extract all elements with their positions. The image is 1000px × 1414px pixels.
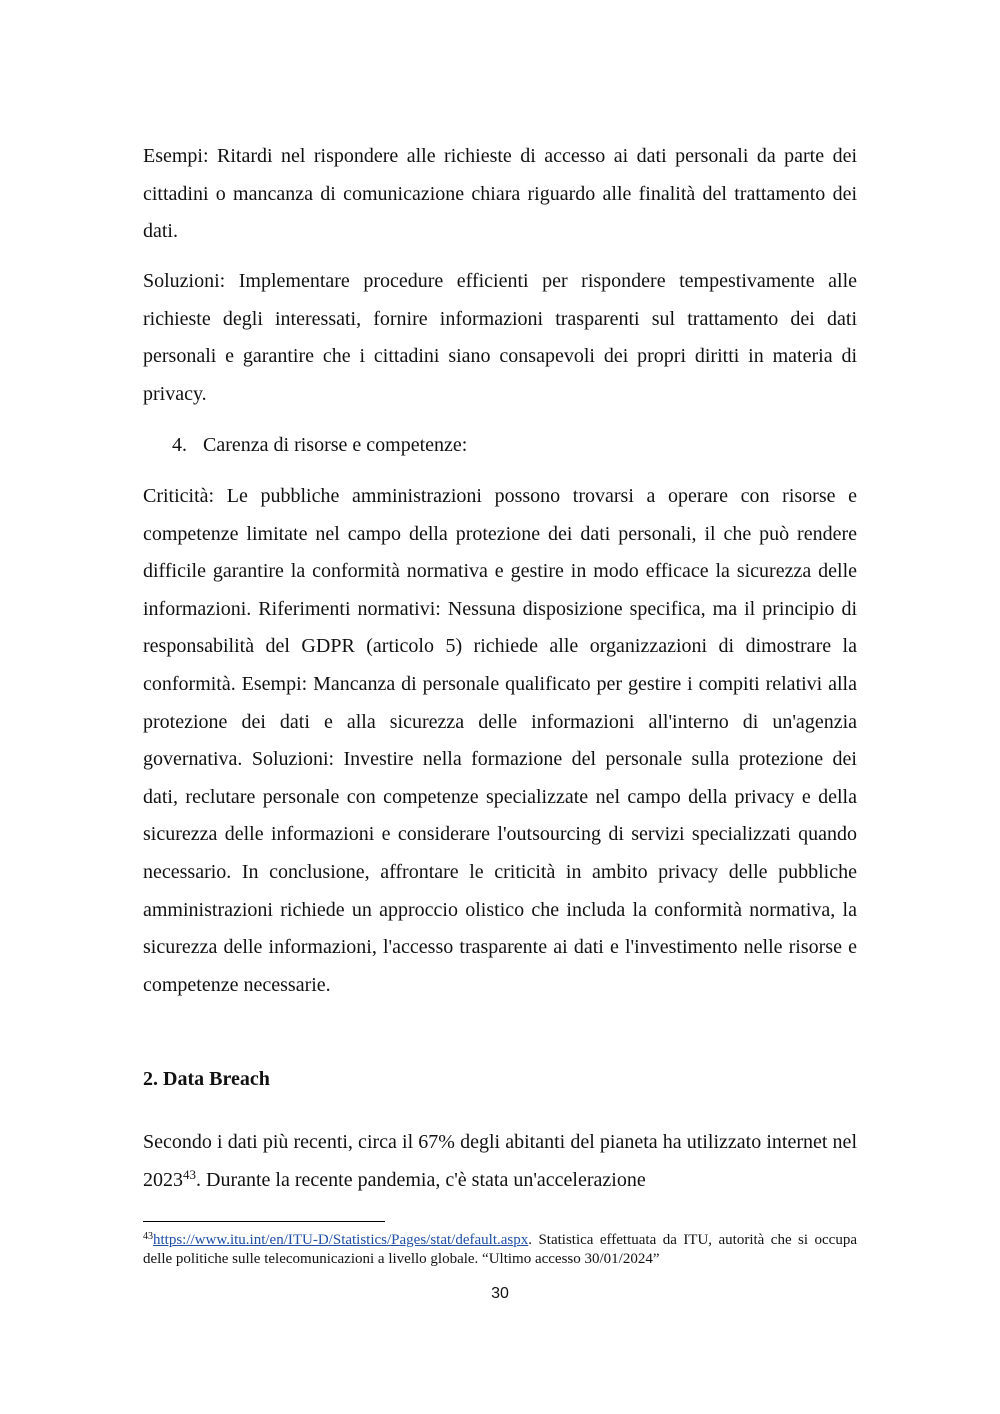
list-item-4	[172, 427, 467, 465]
page-number: 30	[491, 1285, 509, 1302]
footnote-reference[interactable]: 43	[183, 1166, 196, 1182]
intro-text-continued: . Durante la recente pandemia, c'è stata un'accelerazione	[196, 1168, 646, 1191]
paragraph-criticita: Criticità: Le pubbliche amministrazioni possono trovarsi a operare con risorse e competenze limitate nel campo della protezione dei dati personali, il che può rendere difficile garantire la conformità normativa e gestire in modo efficace la sicurezza delle informazioni. Riferimenti normativi: Nessuna disposizione specifica, ma il principio di responsabilità del GDPR (articolo 5) richiede alle organizzazioni di dimostrare la conformità. Esempi: Mancanza di personale qualificato per gestire i compiti relativi alla protezione dei dati e alla sicurezza delle informazioni all'interno di un'agenzia governativa. Soluzioni: Investire nella formazione del personale sulla protezione dei dati, reclutare personale con competenze specializzate nel campo della privacy e della sicurezza delle informazioni e considerare l'outsourcing di servizi specializzati quando necessario. In conclusione, affrontare le criticità in ambito privacy delle pubbliche amministrazioni richiede un approccio olistico che includa la conformità normativa, la sicurezza delle informazioni, l'accesso trasparente ai dati e l'investimento nelle risorse e competenze necessarie.	[143, 485, 857, 996]
footnote-divider	[143, 1221, 385, 1222]
intro-text: Secondo i dati più recenti, circa il 67% degli abitanti del pianeta ha utilizzato internet nel 2023	[143, 1131, 857, 1191]
footnote	[143, 1231, 857, 1269]
paragraph-esempi: Esempi: Ritardi nel rispondere alle richieste di accesso ai dati personali da parte dei cittadini o mancanza di comunicazione chiara riguardo alle finalità del trattamento dei dati.	[143, 145, 857, 243]
list-item-number: 4.	[172, 434, 187, 456]
footnote-link[interactable]: https://www.itu.int/en/ITU-D/Statistics/Pages/stat/default.aspx	[153, 1232, 529, 1248]
section-heading: 2. Data Breach	[143, 1068, 270, 1090]
list-item-text: Carenza di risorse e competenze:	[203, 434, 468, 456]
paragraph-data-breach-intro	[143, 1124, 857, 1199]
footnote-text: . Statistica effettuata da ITU, autorità che si occupa delle politiche sulle telecomunicazioni a livello globale. “Ultimo accesso 30/01/2024”	[143, 1232, 857, 1267]
footnote-marker: 43	[143, 1231, 153, 1242]
paragraph-soluzioni: Soluzioni: Implementare procedure efficienti per rispondere tempestivamente alle richieste degli interessati, fornire informazioni trasparenti sul trattamento dei dati personali e garantire che i cittadini siano consapevoli dei propri diritti in materia di privacy.	[143, 270, 857, 405]
